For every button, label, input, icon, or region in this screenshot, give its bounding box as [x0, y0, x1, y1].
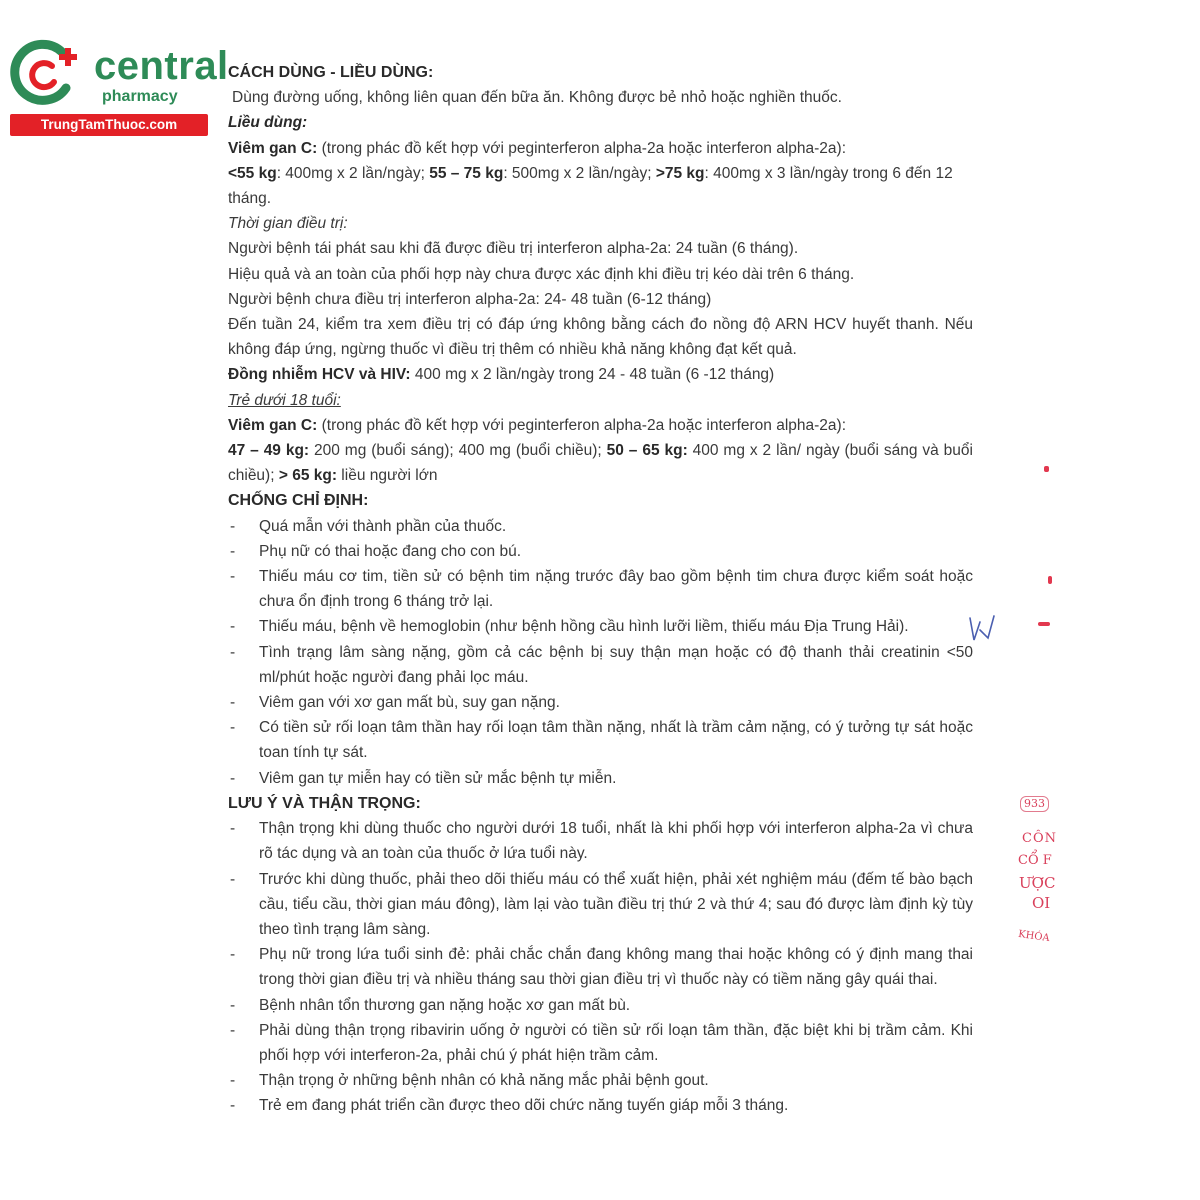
weight-1: <55 kg: [228, 164, 277, 182]
list-item: - Tình trạng lâm sàng nặng, gồm cả các bệnh bị suy thận mạn hoặc có độ thanh thải creatinin <50 ml/phút hoặc người đang phải lọc máu.: [228, 640, 973, 690]
child-weight-3-text: liều người lớn: [337, 467, 438, 485]
child-weight-1: 47 – 49 kg:: [228, 442, 310, 460]
child-weight-2: 50 – 65 kg:: [606, 442, 688, 460]
red-ink-mark: [1048, 576, 1052, 584]
usage-text: Dùng đường uống, không liên quan đến bữa ăn. Không được bẻ nhỏ hoặc nghiền thuốc.: [232, 89, 842, 107]
red-ink-mark: [1044, 466, 1049, 472]
heading-contraindications: CHỐNG CHỈ ĐỊNH:: [228, 492, 369, 510]
adult-weight-doses: [228, 161, 973, 211]
heading-dose: Liều dùng:: [228, 114, 308, 132]
list-item: - Thận trọng khi dùng thuốc cho người dưới 18 tuổi, nhất là khi phối hợp với interferon alpha-2a vì chưa rõ tác dụng và an toàn của thuốc ở lứa tuổi này.: [228, 816, 973, 866]
child-weight-2-text: 400 mg x 2 lần/ ngày (buổi sáng và buổi chiều);: [228, 442, 973, 485]
list-item: - Quá mẫn với thành phần của thuốc.: [228, 514, 973, 539]
stamp-fragment: CÔN: [1022, 831, 1057, 846]
hepatitis-c-adult: [228, 136, 973, 161]
child-weight-doses: [228, 438, 973, 488]
heading-children: Trẻ dưới 18 tuổi:: [228, 391, 341, 409]
brand-subtitle: pharmacy: [102, 88, 178, 105]
list-item: - Thiếu máu, bệnh về hemoglobin (như bệnh hồng cầu hình lưỡi liềm, thiếu máu Địa Trung Hải).: [228, 614, 973, 639]
list-item: - Viêm gan tự miễn hay có tiền sử mắc bệnh tự miễn.: [228, 766, 973, 791]
heading-cautions: LƯU Ý VÀ THẬN TRỌNG:: [228, 794, 421, 812]
weight-1-text: : 400mg x 2 lần/ngày;: [276, 164, 430, 182]
list-item: - Bệnh nhân tổn thương gan nặng hoặc xơ gan mất bù.: [228, 993, 973, 1018]
coinfection-text: 400 mg x 2 lần/ngày trong 24 - 48 tuần (6 -12 tháng): [410, 366, 775, 384]
stamp-fragment: KHÓA: [1017, 928, 1051, 945]
child-weight-3: > 65 kg:: [278, 467, 337, 485]
duration-line-1: Người bệnh tái phát sau khi đã được điều trị interferon alpha-2a: 24 tuần (6 tháng).: [228, 240, 799, 258]
coinfection-label: Đồng nhiễm HCV và HIV:: [228, 366, 411, 384]
red-ink-mark: [1038, 622, 1050, 626]
list-item: - Trẻ em đang phát triển cần được theo dõi chức năng tuyến giáp mỗi 3 tháng.: [228, 1093, 973, 1118]
child-weight-1-text: 200 mg (buổi sáng); 400 mg (buổi chiều);: [309, 442, 607, 460]
brand-name: central: [94, 44, 229, 88]
list-item: - Thận trọng ở những bệnh nhân có khả năng mắc phải bệnh gout.: [228, 1068, 973, 1093]
duration-line-4: Đến tuần 24, kiểm tra xem điều trị có đáp ứng không bằng cách đo nồng độ ARN HCV huyết thanh. Nếu không đáp ứng, ngừng thuốc vì điều trị thêm có nhiều khả năng không đạt kết quả.: [228, 316, 973, 359]
hepatitis-c-label: Viêm gan C:: [228, 139, 318, 157]
list-item: - Thiếu máu cơ tim, tiền sử có bệnh tim nặng trước đây bao gồm bệnh tim chưa được kiểm soát hoặc chưa ổn định trong 6 tháng trở lại.: [228, 564, 973, 614]
document-body: [228, 60, 973, 1119]
hepatitis-c-child-text: (trong phác đồ kết hợp với peginterferon alpha-2a hoặc interferon alpha-2a):: [317, 416, 847, 434]
stamp-fragment: CỔ F: [1018, 853, 1052, 868]
weight-3: >75 kg: [655, 164, 705, 182]
handwritten-initial-mark: [966, 610, 996, 650]
stamp-fragment: ƯỢC: [1019, 874, 1056, 892]
coinfection: [228, 362, 973, 387]
heading-duration: Thời gian điều trị:: [228, 215, 348, 233]
weight-2-text: : 500mg x 2 lần/ngày;: [503, 164, 656, 182]
official-stamp-fragment: [1012, 780, 1057, 950]
duration-line-2: Hiệu quả và an toàn của phối hợp này chưa được xác định khi điều trị kéo dài trên 6 tháng.: [228, 265, 855, 283]
list-item: - Phụ nữ trong lứa tuổi sinh đẻ: phải chắc chắn đang không mang thai hoặc không có ý định mang thai trong thời gian điều trị và nhiều tháng sau thời gian điều trị vì thuốc này có tiềm năng gây quái thai.: [228, 942, 973, 992]
stamp-fragment: 933: [1020, 796, 1049, 812]
weight-3-text: : 400mg x 3 lần/ngày trong 6 đến 12 tháng.: [228, 164, 953, 208]
hepatitis-c-child-label: Viêm gan C:: [228, 416, 318, 434]
hepatitis-c-text: (trong phác đồ kết hợp với peginterferon alpha-2a hoặc interferon alpha-2a):: [317, 139, 847, 157]
brand-url: TrungTamThuoc.com: [10, 114, 208, 136]
list-item: - Phải dùng thận trọng ribavirin uống ở người có tiền sử rối loạn tâm thần, đặc biệt khi bị trầm cảm. Khi phối hợp với interferon-2a, phải chú ý phát hiện trầm cảm.: [228, 1018, 973, 1068]
list-item: - Có tiền sử rối loạn tâm thần hay rối loạn tâm thần nặng, nhất là trầm cảm nặng, có ý tưởng tự sát hoặc toan tính tự sát.: [228, 715, 973, 765]
list-item: - Phụ nữ có thai hoặc đang cho con bú.: [228, 539, 973, 564]
hepatitis-c-children: [228, 413, 973, 438]
list-item: - Trước khi dùng thuốc, phải theo dõi thiếu máu có thể xuất hiện, phải xét nghiệm máu (đếm tế bào bạch cầu, tiểu cầu, thời gian máu đông), làm lại vào tuần điều trị thứ 2 và thứ 4; sau đó được làm định kỳ tùy theo tình trạng lâm sàng.: [228, 867, 973, 943]
heading-usage: CÁCH DÙNG - LIỀU DÙNG:: [228, 64, 434, 81]
stamp-fragment: OI: [1032, 894, 1051, 912]
weight-2: 55 – 75 kg: [429, 164, 504, 182]
duration-line-3: Người bệnh chưa điều trị interferon alpha-2a: 24- 48 tuần (6-12 tháng): [228, 290, 712, 308]
brand-logo: [10, 38, 229, 138]
central-pharmacy-logo-icon: [10, 38, 82, 106]
list-item: - Viêm gan với xơ gan mất bù, suy gan nặng.: [228, 690, 973, 715]
